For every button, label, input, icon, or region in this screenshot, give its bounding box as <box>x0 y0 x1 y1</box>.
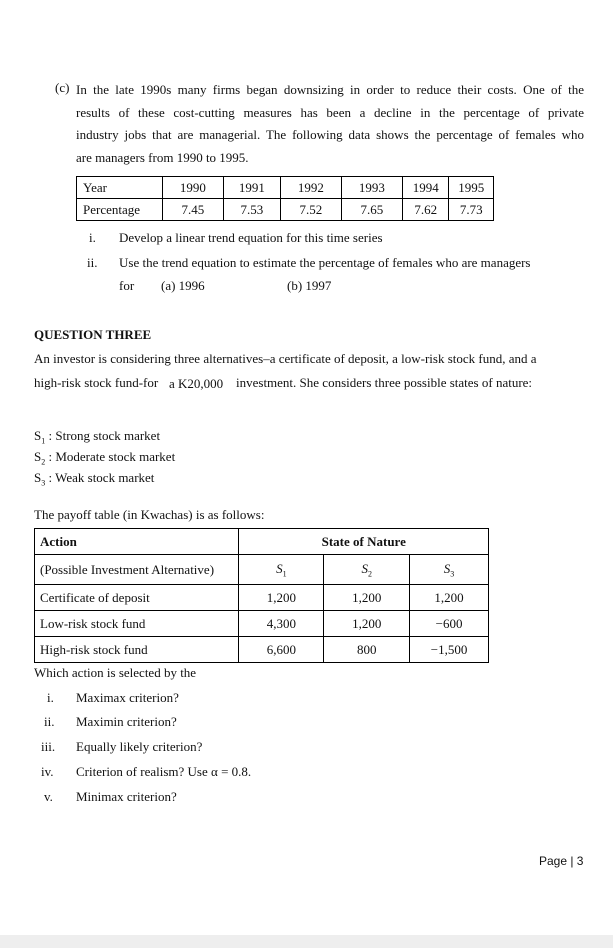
state-s1-symbol: S <box>34 428 42 443</box>
year-cell: 1993 <box>341 177 402 199</box>
payoff-cell: 4,300 <box>239 611 324 637</box>
state-s2-symbol: S <box>34 449 42 464</box>
table-row <box>35 611 489 637</box>
state-s3-subscript: 3 <box>41 478 46 488</box>
payoff-cell: 6,600 <box>239 637 324 663</box>
percentage-cell: 7.53 <box>223 199 280 221</box>
q3-intro-line-2c: investment. She considers three possible states of nature: <box>236 375 533 390</box>
trend-data-table <box>76 176 494 221</box>
payoff-cell: 1,200 <box>324 611 410 637</box>
state-s1-text: : Strong stock market <box>48 428 161 443</box>
percentage-cell: 7.73 <box>449 199 494 221</box>
alternative-header: (Possible Investment Alternative) <box>35 555 239 585</box>
subq-ii-text: Use the trend equation to estimate the percentage of females who are managers <box>119 255 531 270</box>
criterion-number: ii. <box>44 714 55 729</box>
table-row <box>35 529 489 555</box>
alternative-name: High-risk stock fund <box>35 637 239 663</box>
payoff-cell: 1,200 <box>324 585 410 611</box>
state-col-s1: $S_1$ <box>239 555 324 585</box>
percentage-cell: 7.62 <box>402 199 449 221</box>
state-s2-text: : Moderate stock market <box>48 449 176 464</box>
payoff-intro: The payoff table (in Kwachas) is as follows: <box>34 507 265 522</box>
alternative-name: Low-risk stock fund <box>35 611 239 637</box>
subq-ii-for: for <box>119 278 135 293</box>
year-row-label: Year <box>77 177 163 199</box>
state-s2 <box>34 449 175 467</box>
table-row <box>35 585 489 611</box>
table-row <box>77 199 494 221</box>
subq-ii-year-b: (b) 1997 <box>287 278 332 293</box>
state-s3-text: : Weak stock market <box>48 470 155 485</box>
criterion-text: Maximax criterion? <box>76 690 179 705</box>
state-s3-symbol: S <box>34 470 42 485</box>
payoff-cell: −1,500 <box>410 637 489 663</box>
page-gap <box>0 935 613 948</box>
payoff-cell: 800 <box>324 637 410 663</box>
percentage-cell: 7.65 <box>341 199 402 221</box>
payoff-cell: −600 <box>410 611 489 637</box>
page-number: Page | 3 <box>539 854 584 868</box>
which-action-prompt: Which action is selected by the <box>34 665 197 680</box>
subq-ii-number: ii. <box>87 255 98 270</box>
year-cell: 1992 <box>280 177 341 199</box>
criterion-text: Maximin criterion? <box>76 714 177 729</box>
payoff-cell: 1,200 <box>410 585 489 611</box>
question-three-title: QUESTION THREE <box>34 327 152 342</box>
subq-i-text: Develop a linear trend equation for this time series <box>119 230 383 245</box>
criterion-number: iii. <box>41 739 56 754</box>
criterion-text: Minimax criterion? <box>76 789 177 804</box>
payoff-table <box>34 528 489 663</box>
percentage-cell: 7.45 <box>162 199 223 221</box>
year-cell: 1994 <box>402 177 449 199</box>
criterion-number: i. <box>47 690 54 705</box>
year-cell: 1990 <box>162 177 223 199</box>
part-c-paragraph <box>76 79 584 169</box>
q3-intro-line-2b: a K20,000 <box>169 376 224 391</box>
year-cell: 1991 <box>223 177 280 199</box>
state-s2-subscript: 2 <box>41 457 46 467</box>
table-row <box>35 555 489 585</box>
criterion-text: Criterion of realism? Use α = 0.8. <box>76 764 252 779</box>
percentage-row-label: Percentage <box>77 199 163 221</box>
criterion-number: iv. <box>41 764 54 779</box>
part-c-line-1: In the late 1990s many firms began downsizing in order to reduce their costs. One of the <box>76 82 584 97</box>
part-c-line-2: results of these cost-cutting measures has been a decline in the percentage of private <box>76 104 584 120</box>
state-s1-subscript: 1 <box>41 436 46 446</box>
state-col-s2: $S_2$ <box>324 555 410 585</box>
payoff-cell: 1,200 <box>239 585 324 611</box>
state-s3 <box>34 470 154 488</box>
table-row <box>77 177 494 199</box>
year-cell: 1995 <box>449 177 494 199</box>
action-header: Action <box>35 529 239 555</box>
part-c-line-4: are managers from 1990 to 1995. <box>76 149 249 165</box>
state-s1 <box>34 428 160 446</box>
state-of-nature-header: State of Nature <box>239 529 489 555</box>
part-c-label: (c) <box>55 80 70 95</box>
table-row <box>35 637 489 663</box>
subq-ii-year-a: (a) 1996 <box>161 278 205 293</box>
state-col-s3: $S_3$ <box>410 555 489 585</box>
part-c-line-3: industry jobs that are managerial. The following data shows the percentage of females who <box>76 127 584 143</box>
subq-i-number: i. <box>89 230 96 245</box>
q3-intro-line-1: An investor is considering three alternatives–a certificate of deposit, a low-risk stock fund, and a <box>34 351 537 366</box>
percentage-cell: 7.52 <box>280 199 341 221</box>
q3-intro-line-2a: high-risk stock fund-for <box>34 375 159 390</box>
alternative-name: Certificate of deposit <box>35 585 239 611</box>
criterion-number: v. <box>44 789 53 804</box>
criterion-text: Equally likely criterion? <box>76 739 203 754</box>
